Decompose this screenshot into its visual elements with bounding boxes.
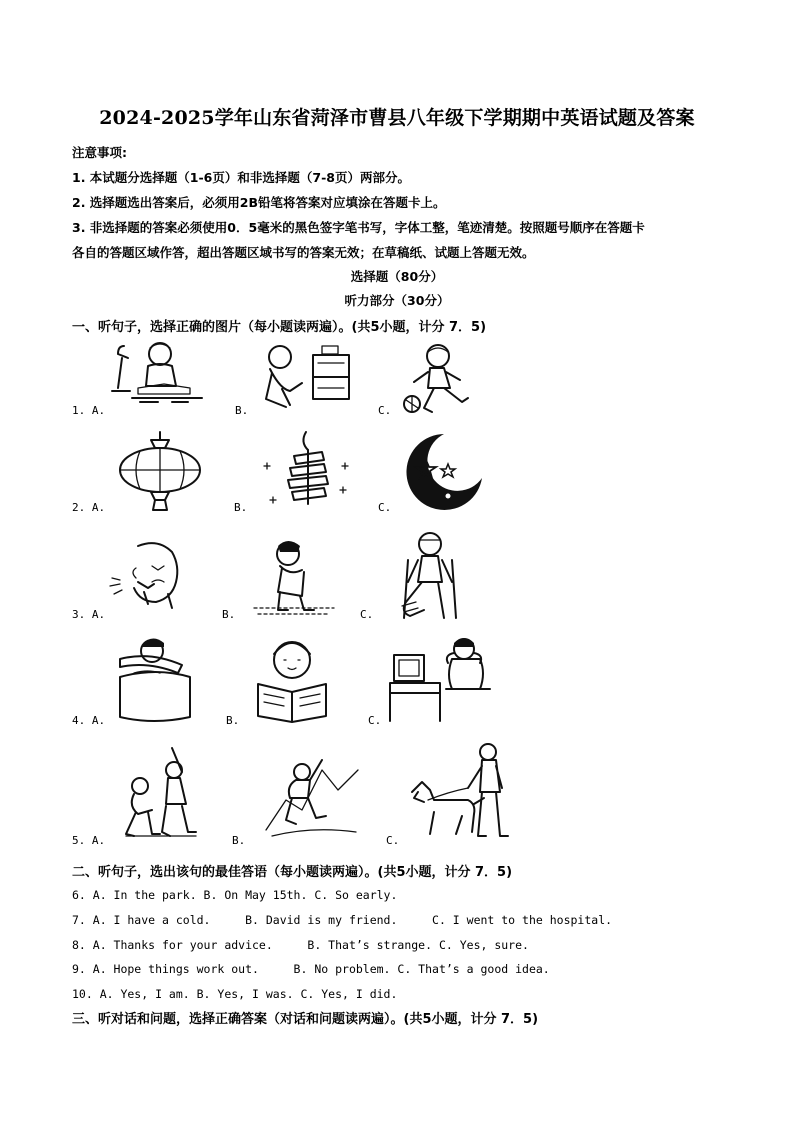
q10-options: 10. A. Yes, I am. B. Yes, I was. C. Yes, I did. [72,987,398,1001]
q1-label-b: B. [235,404,249,417]
part-heading: 选择题（80分） [350,269,444,284]
boy-studying-icon [112,336,207,411]
toothache-icon [108,538,188,610]
section2-heading: 二、听句子，选出该句的最佳答语（每小题读两遍）。(共5小题，计分 7．5) [72,865,513,880]
note-item-1: 1. 本试题分选择题（1-6页）和非选择题（7-8页）两部分。 [72,170,410,185]
baseball-players-icon [116,746,200,842]
q3-label-b: B. [222,608,236,621]
q9-options: 9. A. Hope things work out. B. No problem. C. That’s a good idea. [72,962,550,976]
q1-label-c: C. [378,404,392,417]
reading-boy-icon [252,636,332,720]
boy-kicking-ball-icon [398,342,478,414]
lantern-icon [115,432,205,510]
q8-options: 8. A. Thanks for your advice. B. That’s strange. C. Yes, sure. [72,938,529,952]
q5-label-c: C. [386,834,400,847]
computer-user-icon [386,633,491,723]
note-item-3: 3. 非选择题的答案必须使用0．5毫米的黑色签字笔书写，字体工整，笔迹清楚。按照题号顺序在答题卡 [72,220,645,235]
q4-label-b: B. [226,714,240,727]
firecrackers-icon [258,430,353,508]
notes-heading: 注意事项: [72,145,127,160]
stomachache-icon [248,538,338,618]
listening-heading: 听力部分（30分） [344,293,450,308]
q4-label-c: C. [368,714,382,727]
q2-label-b: B. [234,501,248,514]
note-item-4: 各自的答题区域作答，超出答题区域书写的答案无效；在草稿纸、试题上答题无效。 [72,245,535,260]
crescent-moon-icon [398,430,488,510]
boy-crouching-icon [258,343,353,413]
note-item-2: 2. 选择题选出答案后，必须用2B铅笔将答案对应填涂在答题卡上。 [72,195,446,210]
q5-label-b: B. [232,834,246,847]
q2-label-a: 2. A. [72,501,106,514]
q6-options: 6. A. In the park. B. On May 15th. C. So early. [72,888,398,902]
q7-options: 7. A. I have a cold. B. David is my friend. C. I went to the hospital. [72,913,613,927]
page-title: 2024-2025学年山东省菏泽市曹县八年级下学期期中英语试题及答案 [99,107,695,129]
sleeping-child-icon [114,633,194,723]
q5-label-a: 5. A. [72,834,106,847]
q3-label-a: 3. A. [72,608,106,621]
mountain-climber-icon [262,750,362,840]
q3-label-c: C. [360,608,374,621]
q2-label-c: C. [378,501,392,514]
q1-label-a: 1. A. [72,404,106,417]
q4-label-a: 4. A. [72,714,106,727]
crutches-icon [382,530,472,620]
section3-heading: 三、听对话和问题，选择正确答案（对话和问题读两遍）。(共5小题，计分 7．5) [72,1012,539,1027]
section1-heading: 一、听句子，选择正确的图片（每小题读两遍）。(共5小题，计分 7．5) [72,320,487,335]
man-walking-dog-icon [404,742,512,842]
